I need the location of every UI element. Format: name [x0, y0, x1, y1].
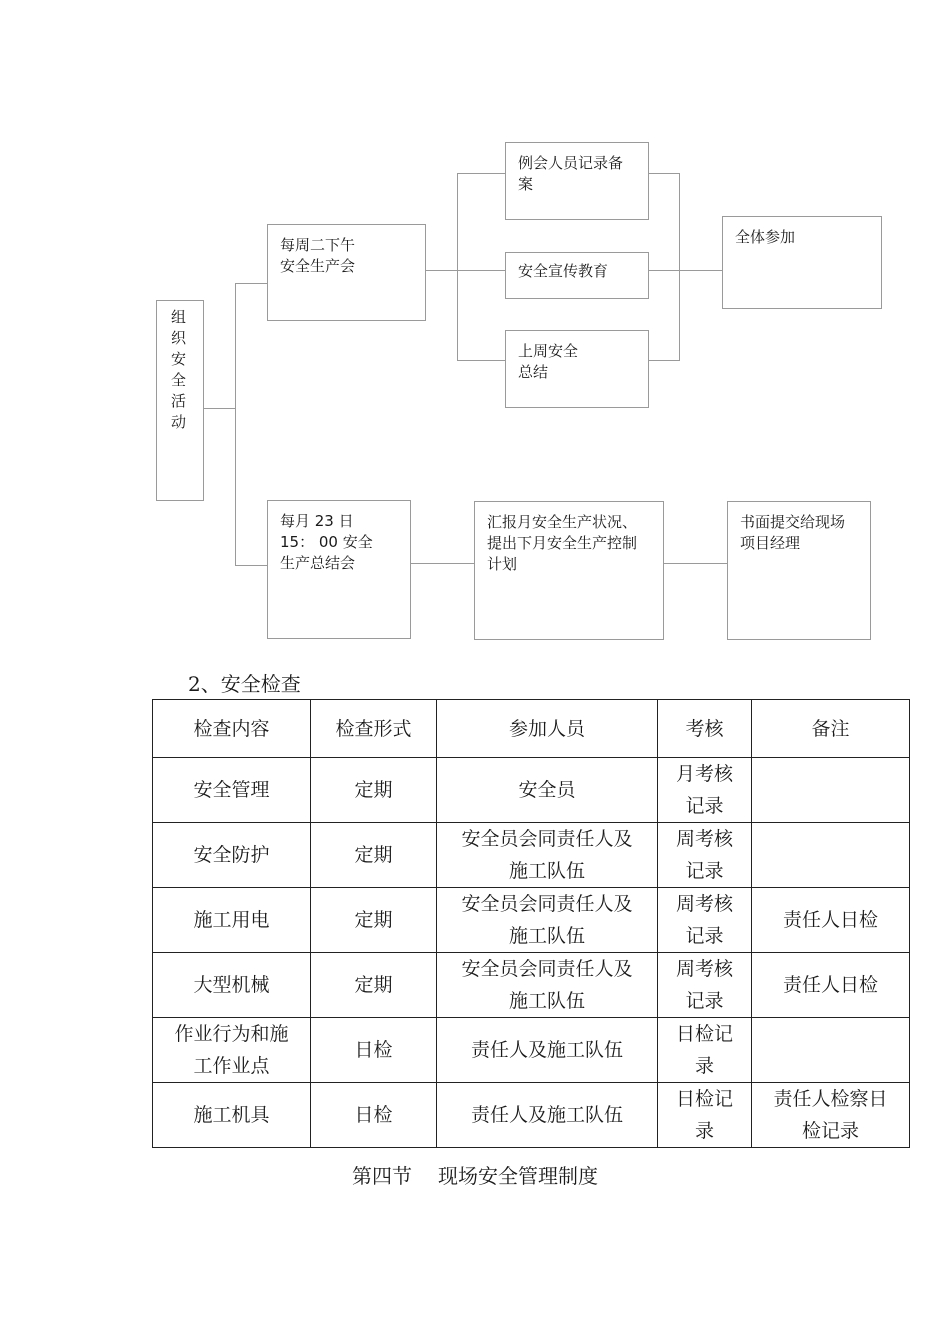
table-cell-form: 定期: [311, 888, 437, 953]
cell-line: 记录: [685, 990, 724, 1012]
connector: [648, 270, 722, 271]
table-cell-people: [437, 953, 658, 1018]
connector: [235, 283, 267, 284]
table-row: [153, 823, 910, 888]
connector: [410, 563, 474, 564]
table-cell-content: [153, 953, 311, 1018]
header-cell: 检查内容: [153, 700, 311, 758]
cell-line: 周考核: [675, 958, 733, 980]
monthly-meeting-box: 每月 23 日 15： 00 安全 生产总结会: [267, 500, 411, 639]
table-row: [153, 1018, 910, 1083]
cell-line: 施工机具: [193, 1104, 270, 1126]
connector: [235, 565, 267, 566]
weekly-result-box: 全体参加: [722, 216, 882, 309]
table-row: [153, 758, 910, 823]
table-cell-assess: [658, 1018, 752, 1083]
cell-line: 大型机械: [193, 974, 270, 996]
table-cell-people: [437, 758, 658, 823]
table-cell-note: [752, 823, 910, 888]
table-cell-assess: [658, 823, 752, 888]
table-row: [153, 1083, 910, 1148]
section-title: 2、安全检查: [188, 672, 301, 696]
table-cell-people: [437, 1018, 658, 1083]
table-cell-assess: [658, 758, 752, 823]
table-cell-note: [752, 758, 910, 823]
cell-line: 周考核: [675, 828, 733, 850]
connector: [457, 173, 458, 360]
connector: [457, 270, 505, 271]
table-cell-assess: [658, 1083, 752, 1148]
table-cell-note: [752, 1018, 910, 1083]
cell-line: 责任人及施工队伍: [470, 1104, 623, 1126]
cell-line: 责任人及施工队伍: [470, 1039, 623, 1061]
cell-line: 责任人检察日: [773, 1088, 888, 1110]
table-cell-people: [437, 888, 658, 953]
table-cell-form: 日检: [311, 1083, 437, 1148]
connector: [457, 360, 505, 361]
weekly-item-education: 安全宣传教育: [505, 252, 649, 299]
inspection-table: [152, 699, 910, 1148]
cell-line: 施工用电: [193, 909, 270, 931]
weekly-item-summary: 上周安全 总结: [505, 330, 649, 408]
cell-line: 录: [694, 1120, 714, 1142]
table-cell-assess: [658, 888, 752, 953]
cell-line: 记录: [685, 925, 724, 947]
table-cell-assess: [658, 953, 752, 1018]
cell-line: 月考核: [675, 763, 733, 785]
table-cell-people: [437, 1083, 658, 1148]
chapter-heading: [0, 1160, 950, 1189]
table-cell-form: 定期: [311, 953, 437, 1018]
table-cell-content: [153, 1018, 311, 1083]
cell-line: 责任人日检: [782, 974, 878, 996]
chapter-title: 现场安全管理制度: [438, 1164, 598, 1188]
header-cell: 备注: [752, 700, 910, 758]
connector: [648, 173, 680, 174]
table-cell-form: 定期: [311, 823, 437, 888]
cell-line: 安全员: [518, 779, 576, 801]
weekly-meeting-box: 每周二下午 安全生产会: [267, 224, 426, 321]
cell-line: 日检记: [675, 1023, 733, 1045]
connector: [664, 563, 727, 564]
cell-line: 安全员会同责任人及: [461, 893, 633, 915]
cell-line: 周考核: [675, 893, 733, 915]
connector: [204, 408, 235, 409]
table-cell-form: 日检: [311, 1018, 437, 1083]
monthly-result-box: 书面提交给现场 项目经理: [727, 501, 871, 640]
table-cell-content: [153, 888, 311, 953]
table-cell-form: 定期: [311, 758, 437, 823]
root-box: 组 织 安 全 活 动: [156, 300, 204, 501]
cell-line: 记录: [685, 795, 724, 817]
cell-line: 安全管理: [193, 779, 270, 801]
table-header-row: [153, 700, 910, 758]
table-cell-content: [153, 1083, 311, 1148]
header-cell: 考核: [658, 700, 752, 758]
connector: [648, 360, 680, 361]
cell-line: 施工队伍: [508, 860, 585, 882]
table-cell-people: [437, 823, 658, 888]
cell-line: 安全员会同责任人及: [461, 958, 633, 980]
table-cell-note: [752, 953, 910, 1018]
cell-line: 检记录: [801, 1120, 859, 1142]
chapter-number: 第四节: [352, 1164, 412, 1188]
connector: [426, 270, 458, 271]
header-cell: 参加人员: [437, 700, 658, 758]
cell-line: 责任人日检: [782, 909, 878, 931]
connector: [679, 173, 680, 360]
cell-line: 安全防护: [193, 844, 270, 866]
connector: [235, 283, 236, 565]
cell-line: 工作业点: [193, 1055, 270, 1077]
monthly-report-box: 汇报月安全生产状况、 提出下月安全生产控制 计划: [474, 501, 664, 640]
connector: [457, 173, 505, 174]
table-cell-note: [752, 1083, 910, 1148]
table-cell-note: [752, 888, 910, 953]
cell-line: 记录: [685, 860, 724, 882]
cell-line: 日检记: [675, 1088, 733, 1110]
table-cell-content: [153, 823, 311, 888]
table-row: [153, 953, 910, 1018]
cell-line: 作业行为和施: [174, 1023, 289, 1045]
cell-line: 安全员会同责任人及: [461, 828, 633, 850]
cell-line: 施工队伍: [508, 990, 585, 1012]
cell-line: 施工队伍: [508, 925, 585, 947]
cell-line: 录: [694, 1055, 714, 1077]
header-cell: 检查形式: [311, 700, 437, 758]
table-cell-content: [153, 758, 311, 823]
weekly-item-record: 例会人员记录备 案: [505, 142, 649, 220]
table-row: [153, 888, 910, 953]
